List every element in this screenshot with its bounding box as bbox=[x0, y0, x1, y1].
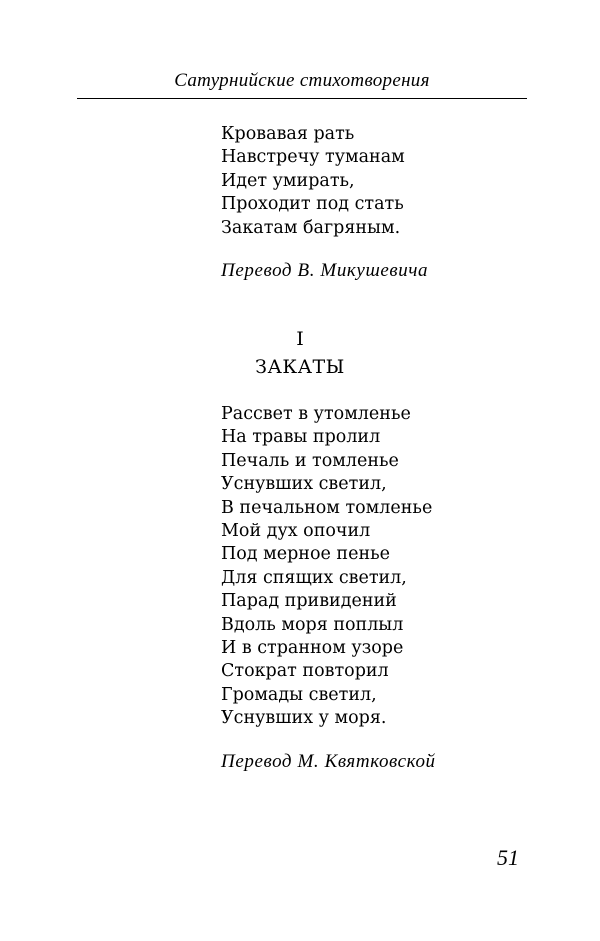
poem-end-stanza bbox=[221, 123, 405, 240]
section-title: ЗАКАТЫ bbox=[255, 356, 345, 378]
verse-line: Вдоль моря поплыл bbox=[221, 614, 404, 635]
verse-line: Для спящих светил, bbox=[221, 567, 407, 588]
verse-line: И в странном узоре bbox=[221, 637, 404, 658]
verse-line: В печальном томленье bbox=[221, 497, 433, 518]
verse-line: Мой дух опочил bbox=[221, 520, 371, 541]
header-rule bbox=[77, 98, 527, 99]
verse-line: Печаль и томленье bbox=[221, 450, 399, 471]
verse-line: Стократ повторил bbox=[221, 661, 389, 682]
verse-line: Громады светил, bbox=[221, 684, 377, 705]
verse-line: Рассвет в утомленье bbox=[221, 404, 411, 424]
page-number: 51 bbox=[497, 845, 519, 870]
running-title: Сатурнийские стихотворения bbox=[174, 70, 430, 91]
verse-line: Под мерное пенье bbox=[221, 544, 390, 565]
verse-line: На травы пролил bbox=[221, 427, 381, 448]
verse-line: Парад привидений bbox=[221, 591, 397, 612]
section-number: I bbox=[296, 328, 304, 350]
verse-line: Уснувших у моря. bbox=[221, 708, 387, 729]
verse-line: Проходит под стать bbox=[221, 194, 404, 215]
translator-credit: Перевод В. Микушевича bbox=[221, 260, 429, 281]
verse-line: Навстречу туманам bbox=[221, 147, 405, 168]
verse-line: Закатам багряным. bbox=[221, 217, 401, 238]
translator-credit: Перевод М. Квятковской bbox=[221, 751, 436, 772]
verse-line: Уснувших светил, bbox=[221, 474, 387, 495]
poem-stanza bbox=[221, 403, 432, 730]
verse-line: Кровавая рать bbox=[221, 124, 355, 144]
verse-line: Идет умирать, bbox=[221, 170, 355, 191]
